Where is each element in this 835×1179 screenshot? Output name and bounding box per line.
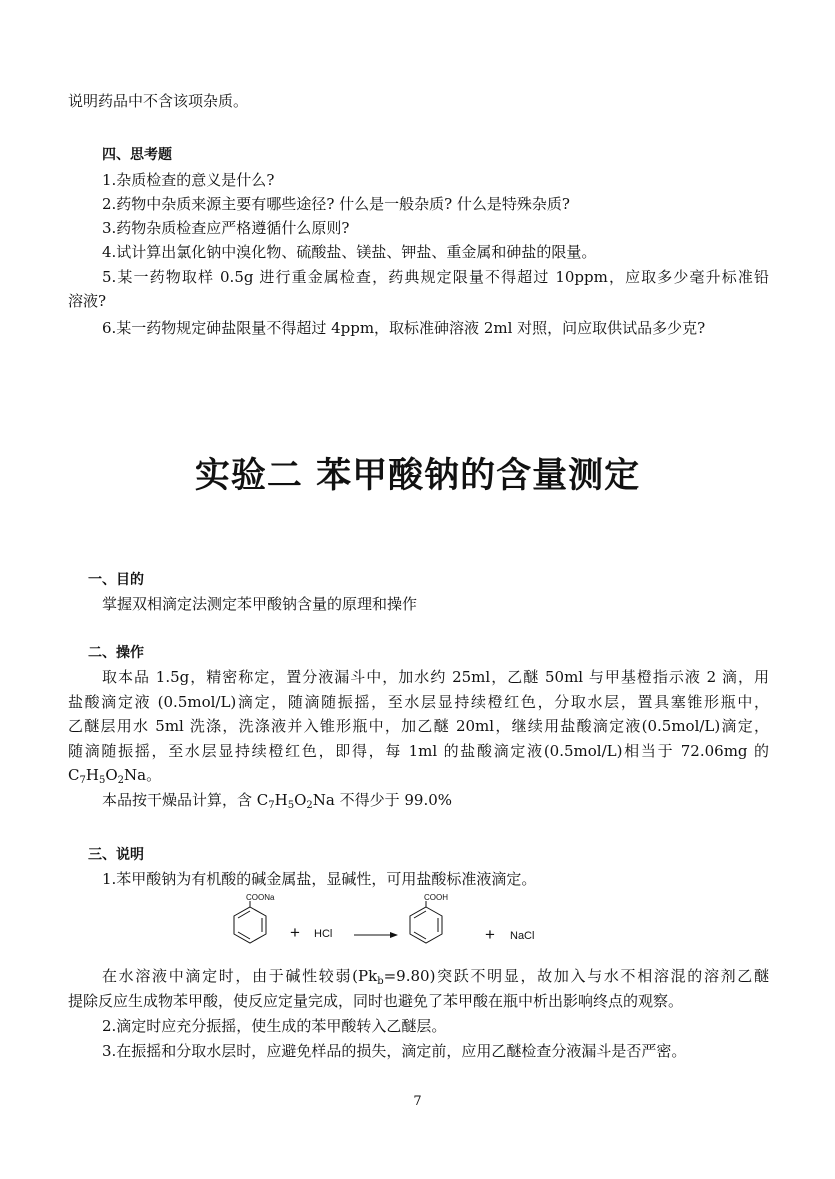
operation-formula-line xyxy=(68,765,161,785)
experiment-title: 实验二 苯甲酸钠的含量测定 xyxy=(194,456,641,496)
formula-tail: Na。 xyxy=(124,766,162,784)
benzene-ring-product xyxy=(410,901,442,943)
operation-line-1: 取本品 1.5g，精密称定，置分液漏斗中，加水约 25ml，乙醚 50ml 与甲基橙指示液 2 滴，用 xyxy=(102,668,769,686)
operation-line-2: 盐酸滴定液 (0.5mol/L)滴定，随滴随振摇，至水层显持续橙红色，分取水层，置具塞锥形瓶中， xyxy=(68,693,769,711)
question-5-line-2: 溶液? xyxy=(68,292,107,310)
questions-heading: 四、思考题 xyxy=(102,147,172,163)
limit-c-subscript: 7 xyxy=(268,800,275,811)
note-3: 3.在振摇和分取水层时，应避免样品的损失，滴定前，应用乙醚检查分液漏斗是否严密。 xyxy=(102,1042,687,1060)
operation-limit-line xyxy=(102,790,452,810)
formula-c: C xyxy=(68,766,80,784)
operation-line-4: 随滴随振摇，至水层显持续橙红色，即得，每 1ml 的盐酸滴定液(0.5mol/L)相当于 72.06mg 的 xyxy=(68,742,769,760)
limit-tail: Na 不得少于 99.0% xyxy=(312,791,453,809)
question-4: 4.试计算出氯化钠中溴化物、硫酸盐、镁盐、钾盐、重金属和砷盐的限量。 xyxy=(102,243,597,261)
question-3: 3.药物杂质检查应严格遵循什么原则? xyxy=(102,219,350,237)
question-1: 1.杂质检查的意义是什么? xyxy=(102,171,275,189)
plus-sign-1: + xyxy=(290,923,300,942)
limit-h: H xyxy=(274,791,288,809)
formula-h: H xyxy=(85,766,99,784)
benzene-ring-reactant xyxy=(234,901,266,943)
byproduct-label: NaCl xyxy=(510,930,535,942)
limit-o-subscript: 2 xyxy=(306,800,313,811)
reaction-arrow-icon xyxy=(354,932,398,938)
note-paragraph-head-tail: =9.80)突跃不明显，故加入与水不相溶混的溶剂乙醚 xyxy=(383,967,769,985)
formula-o: O xyxy=(105,766,118,784)
pkb-subscript: b xyxy=(377,976,384,987)
product-group-label: COOH xyxy=(424,893,448,902)
note-paragraph-line-2: 提除反应生成物苯甲酸，使反应定量完成，同时也避免了苯甲酸在瓶中析出影响终点的观察。 xyxy=(68,992,684,1010)
purpose-heading: 一、目的 xyxy=(88,572,144,588)
reactant-group-label: COONa xyxy=(246,893,275,902)
plus-sign-2: + xyxy=(485,925,495,944)
question-6: 6.某一药物规定砷盐限量不得超过 4ppm，取标准砷溶液 2ml 对照，问应取供试品多少克? xyxy=(102,319,706,337)
question-5-line-1: 5.某一药物取样 0.5g 进行重金属检查，药典规定限量不得超过 10ppm，应取多少毫升标准铅 xyxy=(102,268,769,286)
limit-h-subscript: 5 xyxy=(287,800,295,811)
note-1: 1.苯甲酸钠为有机酸的碱金属盐，显碱性，可用盐酸标准液滴定。 xyxy=(102,870,537,888)
intro-text: 说明药品中不含该项杂质。 xyxy=(68,92,249,110)
notes-heading: 三、说明 xyxy=(88,847,144,863)
reagent-label: HCl xyxy=(314,928,333,940)
operation-line-3: 乙醚层用水 5ml 洗涤，洗涤液并入锥形瓶中，加乙醚 20ml，继续用盐酸滴定液(0.5mol/L)滴定， xyxy=(68,717,769,735)
question-2: 2.药物中杂质来源主要有哪些途径? 什么是一般杂质? 什么是特殊杂质? xyxy=(102,195,570,213)
formula-h-subscript: 5 xyxy=(98,775,106,786)
formula-o-subscript: 2 xyxy=(117,775,125,786)
limit-o: O xyxy=(294,791,307,809)
operation-heading: 二、操作 xyxy=(88,645,144,661)
purpose-text: 掌握双相滴定法测定苯甲酸钠含量的原理和操作 xyxy=(102,595,418,613)
formula-c-subscript: 7 xyxy=(79,775,86,786)
note-paragraph-line-1 xyxy=(102,966,769,986)
page-number: 7 xyxy=(413,1094,422,1109)
limit-prefix: 本品按干燥品计算，含 C xyxy=(102,791,269,809)
note-paragraph-head: 在水溶液中滴定时，由于碱性较弱(Pk xyxy=(102,967,378,985)
reaction-equation xyxy=(220,893,560,955)
note-2: 2.滴定时应充分振摇，使生成的苯甲酸转入乙醚层。 xyxy=(102,1017,447,1035)
